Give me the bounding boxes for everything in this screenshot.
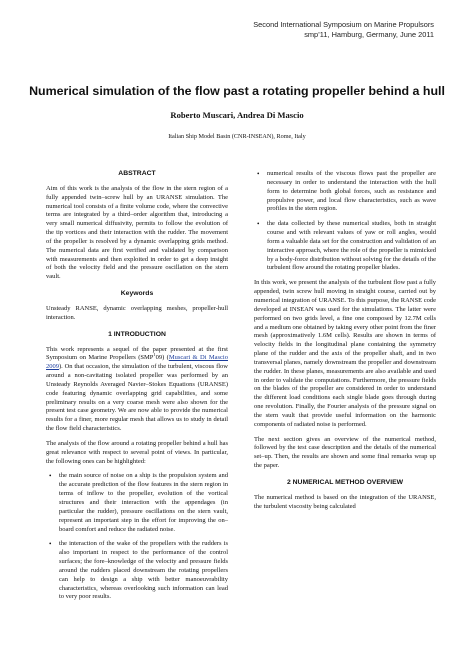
conference-header [174, 20, 434, 40]
method-paragraph-1: The numerical method is based on the integration of the URANSE, the turbulent viscosity being calculated [254, 493, 436, 510]
list-item: • the data collected by these numerical studies, both in straight course and with relevant values of yaw or roll angles, would form a valuable data set for the construction and validation of an interactive approach, where the role of the propeller is mimicked by a body-force distribution without solving for the details of the turbulent flow around the rotating propeller blades. [254, 220, 436, 273]
intro-bullet-list-continued [254, 170, 436, 273]
keywords-text: Unsteady RANSE, dynamic overlapping meshes, propeller-hull interaction. [46, 304, 228, 321]
intro-paragraph-1: This work represents a sequel of the paper presented at the first Symposium on Marine Propellers (SMP$^1$09) (Muscari & Di Mascio 2009). On that occasion, the simulation of the turbulent, viscous flow around a non-cavitating isolated propeller was performed by an Unsteady Reynolds Averaged Navier–Stokes Equations (URANSE) code featuring dynamic overlapping grid capabilities, and some preliminary results on a very coarse mesh were also shown for the present test case geometry. We are now able to provide the numerical results for a finer, more regular mesh that allows us to study in detail the flow field characteristics. [46, 345, 228, 433]
intro-paragraph-4: The next section gives an overview of the numerical method, followed by the test case description and the details of the numerical set–up. Then, the results are shown and some final remarks wrap up the paper. [254, 435, 436, 470]
paper-affiliation: Italian Ship Model Basin (CNR-INSEAN), Rome, Italy [168, 133, 306, 140]
abstract-text: Aim of this work is the analysis of the flow in the stern region of a fully appended twin–screw hull by an URANSE simulation. The numerical tool consists of a finite volume code, where the convective terms are integrated by a third–order algorithm that, introducing a very small numerical diffusivity, permits to follow the evolution of the tip vortices and their interaction with the rudder. The movement of the propeller is resolved by a dynamic overlapping grids method. The numerical data are first verified and validated by comparison with measurements and then exploited in order to get a deep insight of both the velocity field and the pressure oscillation on the stern vault. [46, 184, 228, 281]
intro-bullet-list [46, 472, 228, 602]
keywords-heading: Keywords [120, 290, 154, 298]
citation-link[interactable]: Muscari & Di Mascio 2009 [46, 354, 228, 371]
abstract-heading: ABSTRACT [118, 170, 156, 177]
conference-name: Second International Symposium on Marine Propulsors [253, 20, 434, 29]
list-item: • the main source of noise on a ship is the propulsion system and the accurate prediction of the flow features in the stern region in terms of inflow to the propeller, evolution of the vortical structures and their interaction with the appendages (in particular the rudder), pressure oscillations on the stern vault, represent an important step in the effort for improving the on–board comfort and reduce the radiated noise. [46, 472, 228, 534]
left-column [46, 170, 228, 608]
paper-title: Numerical simulation of the flow past a rotating propeller behind a hull [29, 84, 445, 98]
intro-paragraph-2: The analysis of the flow around a rotating propeller behind a hull has great relevance with respect to several point of views. In particular, the following ones can be highlighted: [46, 439, 228, 465]
right-column [254, 170, 436, 518]
intro-paragraph-3: In this work, we present the analysis of the turbulent flow past a fully appended, twin screw hull moving in straight course, carried out by numerical integration of URANSE. To this purpose, the RANSE code developed at INSEAN was used for the simulations. The latter were performed on two grids level, a fine one composed by 12.7M cells and a medium one obtained by taking every other point from the finer mesh (approximatively 1.6M cells). Results are shown in terms of velocity fields in the longitudinal plane containing the symmetry plane of the rudder and the axis of the propeller shaft, and in two transversal planes, namely downstream the propeller and downstream the rudder. In these planes, measurements are also available and used in order to validate the computations. Furthermore, the pressure fields on the blades of the propeller are considered in order to understand the different load conditions each single blade goes through during one revolution. Finally, the Fourier analysis of the pressure signal on the stern vault that provide useful information on the harmonic components of radiated noise is performed. [254, 279, 436, 428]
numerical-method-heading: 2 NUMERICAL METHOD OVERVIEW [286, 479, 404, 486]
conference-date-location: smp’11, Hamburg, Germany, June 2011 [304, 30, 434, 39]
introduction-heading: 1 INTRODUCTION [108, 330, 166, 338]
list-item: • the interaction of the wake of the propellers with the rudders is also important in respect to the performance of the control surfaces; the fore–knowledge of the velocity and pressure fields around the rudders placed downstream the rotating propellers can help to design a ship with better manoeuvrability characteristics, whereas overlooking such information can lead to very poor results. [46, 540, 228, 602]
list-item: • numerical results of the viscous flows past the propeller are necessary in order to understand the interaction with the hull form to determine both global forces, such as resistance and propulsive power, and local flow characteristics, such as wave profiles in the stern region. [254, 170, 436, 214]
paper-authors: Roberto Muscari, Andrea Di Mascio [170, 110, 304, 120]
